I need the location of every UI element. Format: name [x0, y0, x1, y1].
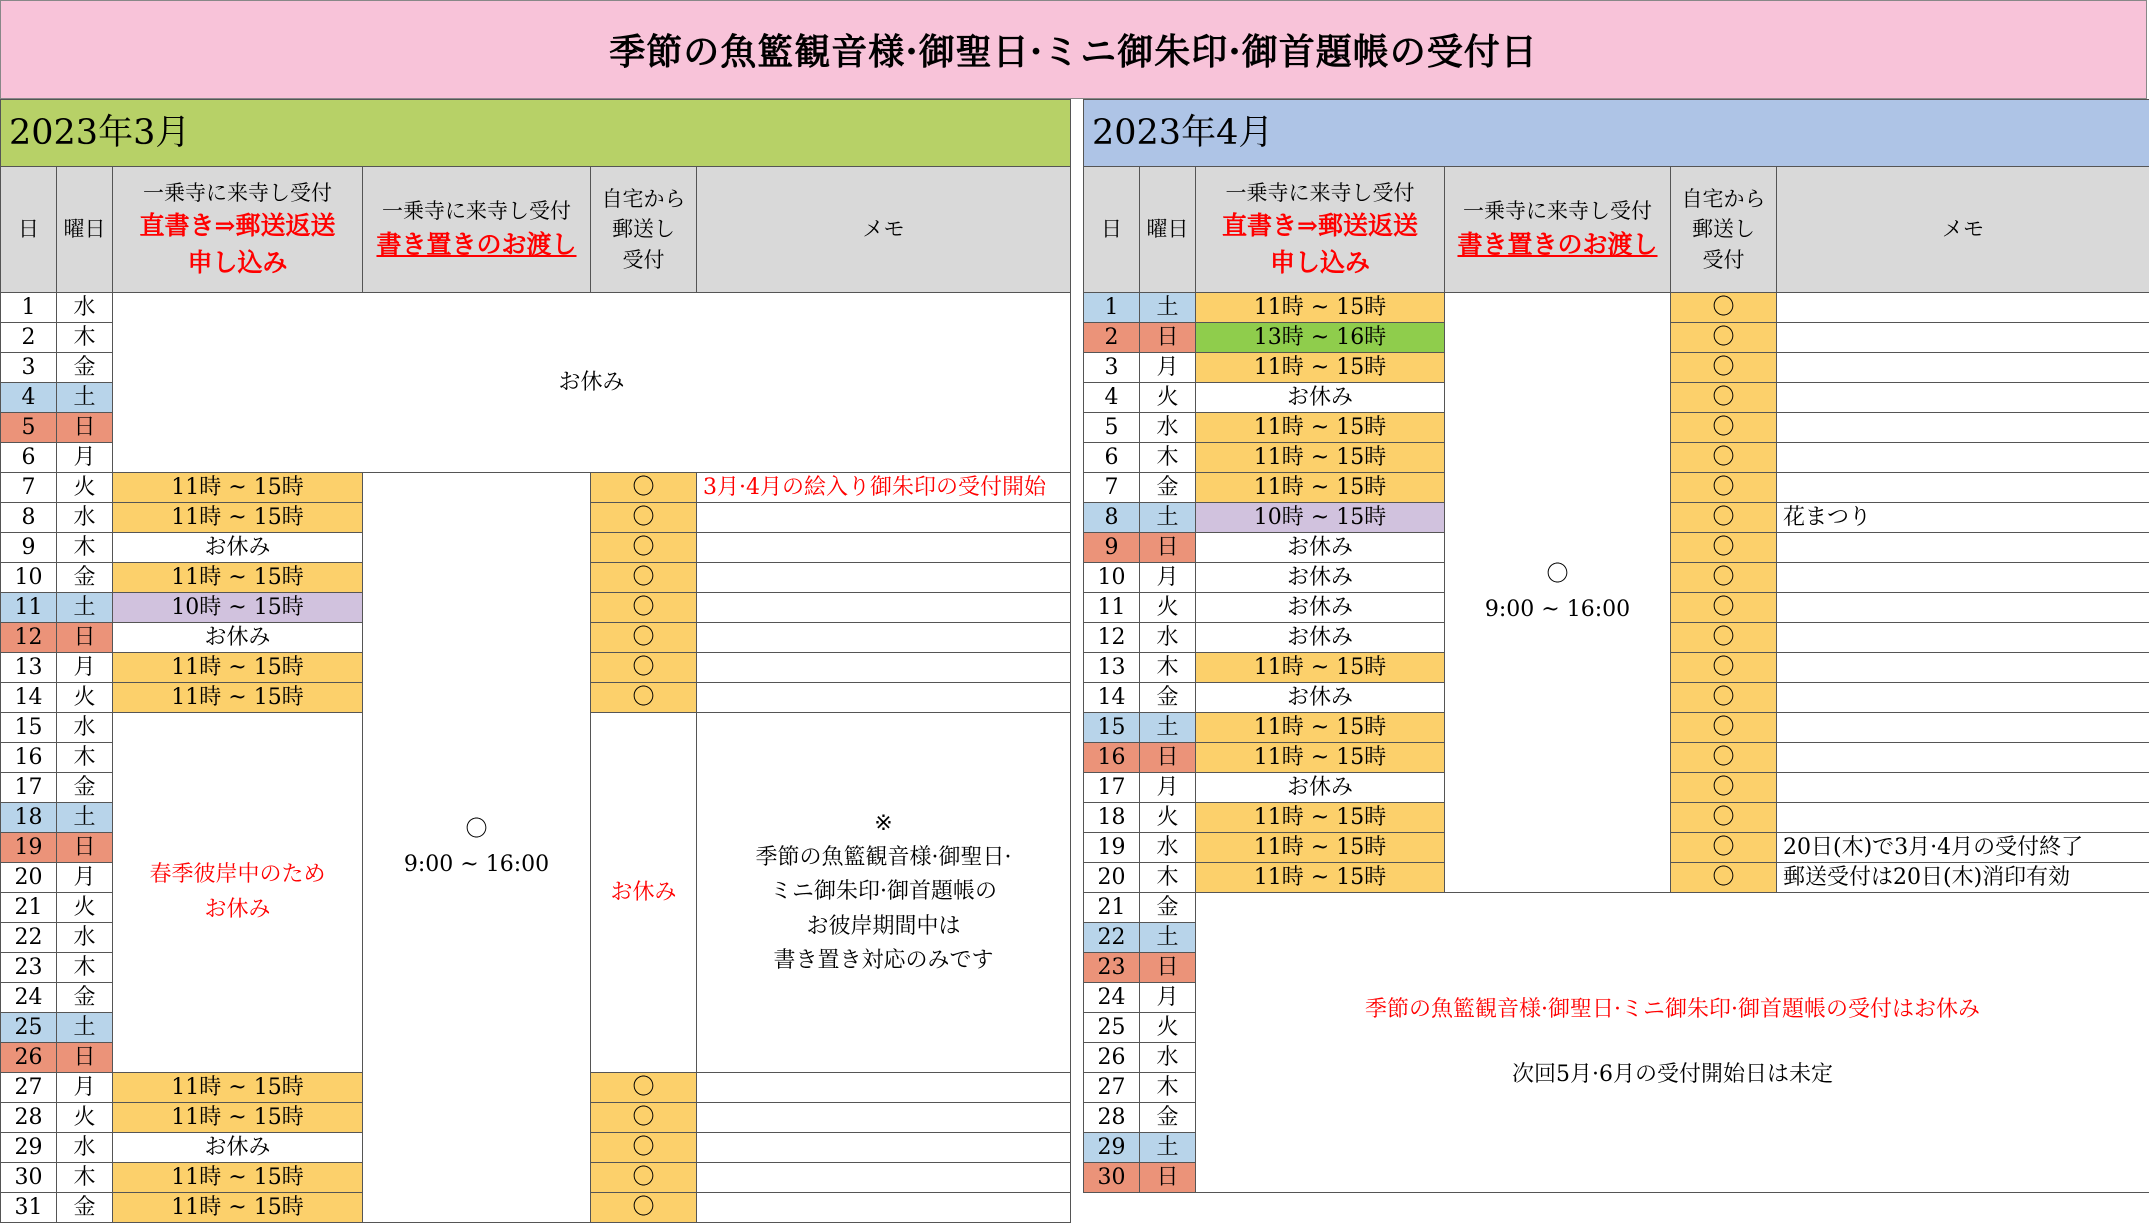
weekday: 月	[57, 1073, 113, 1103]
visit-mail-slot: お休み	[113, 533, 363, 563]
day-number: 25	[1084, 1013, 1140, 1043]
memo-cell	[1777, 773, 2149, 803]
next-period-line: 次回5月·6月の受付開始日は未定	[1512, 1061, 1834, 1087]
weekday: 月	[1140, 773, 1196, 803]
visit-mail-slot: 11時 ~ 15時	[113, 503, 363, 533]
april-calendar-table	[1083, 99, 2149, 1193]
day-number: 10	[1, 563, 57, 593]
day-number: 1	[1, 293, 57, 323]
day-number: 1	[1084, 293, 1140, 323]
weekday: 金	[57, 983, 113, 1013]
weekday: 水	[57, 923, 113, 953]
home-mail-mark: 〇	[591, 1163, 697, 1193]
home-mail-mark: 〇	[591, 1133, 697, 1163]
memo-cell	[697, 653, 1071, 683]
weekday: 火	[57, 893, 113, 923]
visit-mail-slot: お休み	[113, 1133, 363, 1163]
memo-note-line3: お彼岸期間中は	[806, 913, 961, 939]
home-mail-mark: 〇	[1671, 863, 1777, 893]
day-number: 11	[1084, 593, 1140, 623]
day-number: 17	[1, 773, 57, 803]
day-number: 20	[1, 863, 57, 893]
weekday: 金	[57, 353, 113, 383]
home-mail-mark: 〇	[591, 563, 697, 593]
home-mail-mark: 〇	[591, 593, 697, 623]
day-number: 26	[1084, 1043, 1140, 1073]
memo-cell	[1777, 383, 2149, 413]
april-month-label: 2023年4月	[1084, 100, 2149, 167]
memo-note-line4: 書き置き対応のみです	[773, 947, 994, 973]
day-number: 28	[1, 1103, 57, 1133]
memo-cell	[1777, 323, 2149, 353]
weekday: 月	[57, 443, 113, 473]
table-row	[1, 473, 1071, 503]
memo-cell	[1777, 593, 2149, 623]
weekday: 土	[1140, 503, 1196, 533]
home-mail-header-line2: 郵送し	[612, 217, 675, 242]
day-number: 3	[1, 353, 57, 383]
memo-cell	[697, 1133, 1071, 1163]
day-number: 5	[1, 413, 57, 443]
weekday-column-header: 曜日	[57, 167, 113, 293]
visit-mail-slot: 11時 ~ 15時	[113, 1193, 363, 1223]
weekday: 木	[57, 533, 113, 563]
home-mail-mark: 〇	[1671, 413, 1777, 443]
home-mail-mark: 〇	[1671, 833, 1777, 863]
day-number: 14	[1084, 683, 1140, 713]
memo-cell	[1777, 623, 2149, 653]
visit-mail-slot: お休み	[1196, 773, 1445, 803]
day-number: 15	[1, 713, 57, 743]
memo-cell	[697, 593, 1071, 623]
day-number: 16	[1084, 743, 1140, 773]
day-number: 27	[1084, 1073, 1140, 1103]
weekday-column-header: 曜日	[1140, 167, 1196, 293]
visit-mail-slot: お休み	[1196, 383, 1445, 413]
home-mail-mark: 〇	[591, 623, 697, 653]
day-number: 18	[1, 803, 57, 833]
table-row	[1084, 893, 2149, 923]
weekday: 水	[1140, 1043, 1196, 1073]
weekday: 火	[1140, 803, 1196, 833]
weekday: 木	[57, 743, 113, 773]
memo-cell	[697, 1073, 1071, 1103]
visit-mail-header-line2: 直書き⇒郵送返送	[1222, 211, 1418, 241]
home-mail-header-line3: 受付	[622, 247, 665, 272]
day-number: 23	[1, 953, 57, 983]
table-row	[1, 293, 1071, 323]
weekday: 月	[57, 653, 113, 683]
visit-mail-slot: 11時 ~ 15時	[1196, 293, 1445, 323]
equinox-line2: お休み	[204, 896, 271, 922]
weekday: 日	[1140, 953, 1196, 983]
memo-cell: 花まつり	[1777, 503, 2149, 533]
memo-column-header: メモ	[697, 167, 1071, 293]
visit-handover-header-line1: 一乗寺に来寺し受付	[1463, 199, 1652, 224]
day-number: 7	[1, 473, 57, 503]
day-number: 16	[1, 743, 57, 773]
visit-mail-slot: お休み	[1196, 593, 1445, 623]
visit-mail-slot: 11時 ~ 15時	[1196, 713, 1445, 743]
home-mail-mark: 〇	[1671, 803, 1777, 833]
visit-mail-slot: 11時 ~ 15時	[1196, 863, 1445, 893]
day-number: 13	[1, 653, 57, 683]
day-number: 12	[1, 623, 57, 653]
day-number: 17	[1084, 773, 1140, 803]
memo-cell: 3月·4月の絵入り御朱印の受付開始	[697, 473, 1071, 503]
memo-note-mark: ※	[874, 811, 893, 837]
day-number: 19	[1084, 833, 1140, 863]
memo-cell	[1777, 653, 2149, 683]
day-number: 29	[1084, 1133, 1140, 1163]
equinox-memo-note	[697, 713, 1071, 1073]
visit-handover-column-header	[1445, 167, 1671, 293]
home-mail-mark: 〇	[1671, 473, 1777, 503]
weekday: 火	[57, 473, 113, 503]
day-number: 5	[1084, 413, 1140, 443]
day-number: 8	[1084, 503, 1140, 533]
weekday: 土	[1140, 923, 1196, 953]
visit-handover-column-header	[363, 167, 591, 293]
weekday: 火	[57, 683, 113, 713]
home-mail-mark: 〇	[1671, 623, 1777, 653]
day-number: 11	[1, 593, 57, 623]
closed-period-notice	[1196, 893, 2149, 1193]
day-number: 21	[1, 893, 57, 923]
memo-cell	[697, 623, 1071, 653]
day-number: 9	[1084, 533, 1140, 563]
visit-mail-slot: 10時 ~ 15時	[1196, 503, 1445, 533]
home-mail-closed: お休み	[591, 713, 697, 1073]
day-number: 14	[1, 683, 57, 713]
visit-mail-header-line3: 申し込み	[1269, 247, 1370, 277]
weekday: 土	[57, 593, 113, 623]
day-number: 22	[1084, 923, 1140, 953]
day-number: 6	[1, 443, 57, 473]
home-mail-header-line1: 自宅から	[1681, 186, 1766, 211]
home-mail-mark: 〇	[591, 533, 697, 563]
day-number: 9	[1, 533, 57, 563]
page-title: 季節の魚籃観音様·御聖日·ミニ御朱印·御首題帳の受付日	[0, 0, 2147, 99]
visit-mail-slot: 11時 ~ 15時	[113, 683, 363, 713]
day-number: 3	[1084, 353, 1140, 383]
memo-cell	[697, 563, 1071, 593]
day-number: 24	[1084, 983, 1140, 1013]
day-number: 13	[1084, 653, 1140, 683]
march-month-label: 2023年3月	[1, 100, 1071, 167]
memo-cell: 郵送受付は20日(木)消印有効	[1777, 863, 2149, 893]
day-number: 8	[1, 503, 57, 533]
weekday: 土	[1140, 1133, 1196, 1163]
visit-mail-slot: お休み	[1196, 563, 1445, 593]
memo-cell	[697, 1103, 1071, 1133]
memo-cell	[697, 533, 1071, 563]
visit-mail-slot: 11時 ~ 15時	[1196, 833, 1445, 863]
day-number: 4	[1084, 383, 1140, 413]
visit-mail-header-line1: 一乗寺に来寺し受付	[143, 181, 332, 206]
visit-mail-slot: 11時 ~ 15時	[1196, 413, 1445, 443]
visit-mail-slot: 11時 ~ 15時	[1196, 353, 1445, 383]
weekday: 火	[57, 1103, 113, 1133]
weekday: 日	[57, 1043, 113, 1073]
table-row	[1084, 293, 2149, 323]
day-number: 25	[1, 1013, 57, 1043]
weekday: 土	[1140, 293, 1196, 323]
weekday: 木	[1140, 653, 1196, 683]
visit-mail-column-header	[1196, 167, 1445, 293]
day-number: 24	[1, 983, 57, 1013]
visit-handover-header-line2: 書き置きのお渡し	[376, 229, 577, 259]
home-mail-header-line1: 自宅から	[601, 186, 686, 211]
visit-mail-slot: お休み	[113, 623, 363, 653]
day-number: 21	[1084, 893, 1140, 923]
weekday: 木	[57, 323, 113, 353]
day-number: 7	[1084, 473, 1140, 503]
weekday: 水	[1140, 623, 1196, 653]
handover-hours	[363, 473, 591, 1223]
visit-mail-slot: 11時 ~ 15時	[113, 473, 363, 503]
home-mail-column-header	[591, 167, 697, 293]
memo-note-line2: ミニ御朱印·御首題帳の	[770, 879, 998, 905]
weekday: 金	[57, 1193, 113, 1223]
weekday: 日	[57, 413, 113, 443]
visit-mail-header-line1: 一乗寺に来寺し受付	[1225, 181, 1415, 206]
memo-cell	[1777, 473, 2149, 503]
weekday: 土	[57, 1013, 113, 1043]
weekday: 火	[1140, 1013, 1196, 1043]
memo-cell	[1777, 443, 2149, 473]
closed-period-line: 季節の魚籃観音様·御聖日·ミニ御朱印·御首題帳の受付はお休み	[1365, 997, 1980, 1023]
visit-mail-slot: 11時 ~ 15時	[113, 1163, 363, 1193]
home-mail-mark: 〇	[1671, 563, 1777, 593]
home-mail-mark: 〇	[591, 1073, 697, 1103]
visit-mail-slot: お休み	[1196, 533, 1445, 563]
visit-mail-slot: お休み	[1196, 683, 1445, 713]
memo-cell	[1777, 293, 2149, 323]
weekday: 水	[57, 713, 113, 743]
visit-mail-slot: 11時 ~ 15時	[113, 653, 363, 683]
memo-cell	[1777, 713, 2149, 743]
weekday: 月	[1140, 983, 1196, 1013]
day-number: 12	[1084, 623, 1140, 653]
equinox-line1: 春季彼岸中のため	[149, 862, 326, 888]
weekday: 木	[1140, 863, 1196, 893]
day-number: 22	[1, 923, 57, 953]
memo-cell	[1777, 743, 2149, 773]
home-mail-mark: 〇	[591, 503, 697, 533]
closed-notice: お休み	[113, 293, 1071, 473]
day-number: 23	[1084, 953, 1140, 983]
memo-column-header: メモ	[1777, 167, 2149, 293]
day-number: 18	[1084, 803, 1140, 833]
visit-mail-slot: 11時 ~ 15時	[1196, 653, 1445, 683]
home-mail-mark: 〇	[1671, 653, 1777, 683]
weekday: 木	[57, 1163, 113, 1193]
visit-mail-slot: 11時 ~ 15時	[1196, 803, 1445, 833]
home-mail-mark: 〇	[1671, 353, 1777, 383]
weekday: 土	[57, 803, 113, 833]
weekday: 土	[57, 383, 113, 413]
weekday: 金	[1140, 893, 1196, 923]
march-calendar-table	[0, 99, 1071, 1223]
memo-cell	[1777, 413, 2149, 443]
weekday: 火	[1140, 383, 1196, 413]
visit-handover-header-line1: 一乗寺に来寺し受付	[382, 199, 571, 224]
home-mail-mark: 〇	[1671, 533, 1777, 563]
visit-mail-slot: 11時 ~ 15時	[113, 563, 363, 593]
home-mail-mark: 〇	[1671, 293, 1777, 323]
visit-mail-slot: 11時 ~ 15時	[1196, 473, 1445, 503]
day-number: 4	[1, 383, 57, 413]
handover-time: 9:00 ~ 16:00	[403, 851, 550, 877]
memo-cell	[1777, 803, 2149, 833]
weekday: 月	[1140, 353, 1196, 383]
weekday: 日	[1140, 1163, 1196, 1193]
home-mail-mark: 〇	[591, 1103, 697, 1133]
day-number: 26	[1, 1043, 57, 1073]
memo-note-line1: 季節の魚籃観音様·御聖日·	[755, 845, 1012, 871]
home-mail-header-line2: 郵送し	[1692, 217, 1755, 242]
memo-cell	[697, 1163, 1071, 1193]
home-mail-mark: 〇	[1671, 503, 1777, 533]
home-mail-mark: 〇	[591, 473, 697, 503]
day-number: 15	[1084, 713, 1140, 743]
home-mail-mark: 〇	[1671, 743, 1777, 773]
visit-handover-header-line2: 書き置きのお渡し	[1457, 229, 1658, 259]
day-column-header: 日	[1084, 167, 1140, 293]
handover-hours	[1445, 293, 1671, 893]
weekday: 日	[1140, 323, 1196, 353]
weekday: 水	[1140, 833, 1196, 863]
memo-cell: 20日(木)で3月·4月の受付終了	[1777, 833, 2149, 863]
home-mail-mark: 〇	[591, 653, 697, 683]
visit-mail-slot: 13時 ~ 16時	[1196, 323, 1445, 353]
home-mail-mark: 〇	[1671, 683, 1777, 713]
weekday: 水	[1140, 413, 1196, 443]
day-number: 29	[1, 1133, 57, 1163]
visit-mail-slot: お休み	[1196, 623, 1445, 653]
visit-mail-slot: 10時 ~ 15時	[113, 593, 363, 623]
memo-cell	[1777, 563, 2149, 593]
home-mail-mark: 〇	[591, 1193, 697, 1223]
home-mail-mark: 〇	[1671, 593, 1777, 623]
home-mail-mark: 〇	[1671, 323, 1777, 353]
home-mail-mark: 〇	[591, 683, 697, 713]
weekday: 金	[57, 773, 113, 803]
visit-mail-slot: 11時 ~ 15時	[113, 1103, 363, 1133]
visit-mail-header-line3: 申し込み	[187, 247, 288, 277]
visit-mail-slot: 11時 ~ 15時	[113, 1073, 363, 1103]
weekday: 水	[57, 1133, 113, 1163]
weekday: 水	[57, 293, 113, 323]
memo-cell	[1777, 353, 2149, 383]
memo-cell	[697, 683, 1071, 713]
weekday: 金	[1140, 1103, 1196, 1133]
day-number: 19	[1, 833, 57, 863]
weekday: 月	[57, 863, 113, 893]
weekday: 木	[1140, 1073, 1196, 1103]
day-number: 20	[1084, 863, 1140, 893]
handover-circle: 〇	[1546, 562, 1569, 588]
day-number: 27	[1, 1073, 57, 1103]
notice-spacer	[1196, 1028, 2149, 1058]
home-mail-mark: 〇	[1671, 443, 1777, 473]
home-mail-column-header	[1671, 167, 1777, 293]
weekday: 金	[1140, 473, 1196, 503]
visit-mail-slot: 11時 ~ 15時	[1196, 743, 1445, 773]
weekday: 水	[57, 503, 113, 533]
memo-cell	[697, 1193, 1071, 1223]
visit-mail-header-line2: 直書き⇒郵送返送	[139, 211, 336, 241]
day-number: 30	[1084, 1163, 1140, 1193]
weekday: 金	[1140, 683, 1196, 713]
home-mail-mark: 〇	[1671, 383, 1777, 413]
day-number: 2	[1084, 323, 1140, 353]
handover-time: 9:00 ~ 16:00	[1484, 596, 1631, 622]
day-number: 30	[1, 1163, 57, 1193]
home-mail-mark: 〇	[1671, 773, 1777, 803]
weekday: 土	[1140, 713, 1196, 743]
day-number: 31	[1, 1193, 57, 1223]
handover-circle: 〇	[465, 817, 488, 843]
weekday: 火	[1140, 593, 1196, 623]
day-number: 28	[1084, 1103, 1140, 1133]
weekday: 木	[57, 953, 113, 983]
home-mail-header-line3: 受付	[1702, 247, 1745, 272]
memo-cell	[1777, 533, 2149, 563]
weekday: 日	[57, 623, 113, 653]
weekday: 日	[57, 833, 113, 863]
memo-cell	[697, 503, 1071, 533]
weekday: 日	[1140, 743, 1196, 773]
weekday: 金	[57, 563, 113, 593]
visit-mail-column-header	[113, 167, 363, 293]
weekday: 月	[1140, 563, 1196, 593]
day-column-header: 日	[1, 167, 57, 293]
day-number: 6	[1084, 443, 1140, 473]
visit-mail-slot: 11時 ~ 15時	[1196, 443, 1445, 473]
weekday: 木	[1140, 443, 1196, 473]
day-number: 2	[1, 323, 57, 353]
day-number: 10	[1084, 563, 1140, 593]
weekday: 日	[1140, 533, 1196, 563]
memo-cell	[1777, 683, 2149, 713]
equinox-closed-notice	[113, 713, 363, 1073]
home-mail-mark: 〇	[1671, 713, 1777, 743]
